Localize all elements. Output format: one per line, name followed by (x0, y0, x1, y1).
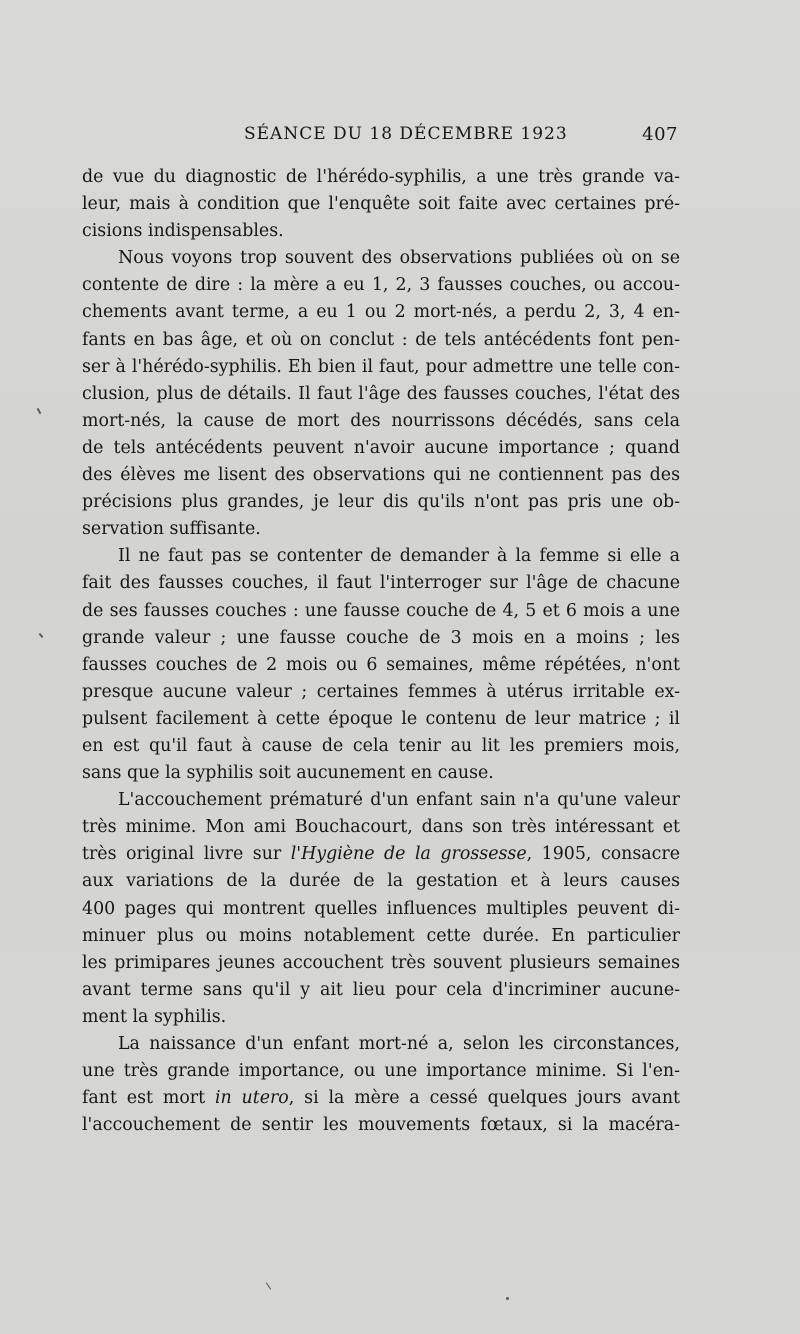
text-segment: très original livre sur (82, 844, 282, 865)
text-segment: , 1905, consacre (526, 844, 681, 865)
text-line: de ses fausses couches : une fausse couche de 4, 5 et 6 mois a une (82, 600, 680, 621)
text-line: cisions indispensables. (82, 221, 284, 242)
text-line: très minime. Mon ami Bouchacourt, dans son très intéressant et (82, 817, 680, 838)
text-line: leur, mais à condition que l'enquête soit faite avec certaines pré- (82, 194, 680, 215)
text-segment: fant est mort (82, 1088, 206, 1109)
text-line (82, 841, 680, 868)
running-head (82, 124, 678, 152)
latin-phrase: in utero (214, 1088, 289, 1109)
text-line: La naissance d'un enfant mort-né a, selon les circonstances, (118, 1034, 680, 1054)
text-line: sans que la syphilis soit aucunement en cause. (82, 763, 494, 784)
text-line: précisions plus grandes, je leur dis qu'ils n'ont pas pris une ob- (82, 492, 680, 513)
text-line: chements avant terme, a eu 1 ou 2 mort-nés, a perdu 2, 3, 4 en- (82, 302, 680, 323)
scan-speck (37, 408, 42, 414)
text-line: l'accouchement de sentir les mouvements fœtaux, si la macéra- (82, 1115, 680, 1136)
text-line: mort-nés, la cause de mort des nourrissons décédés, sans cela (82, 410, 680, 431)
running-title: SÉANCE DU 18 DÉCEMBRE 1923 (244, 124, 568, 144)
text-line: de tels antécédents peuvent n'avoir aucune importance ; quand (82, 437, 680, 458)
text-line: grande valeur ; une fausse couche de 3 mois en a moins ; les (82, 627, 680, 648)
text-line: ser à l'hérédo-syphilis. Eh bien il faut, pour admettre une telle con- (82, 356, 680, 377)
scan-speck (39, 633, 44, 638)
text-line: Il ne faut pas se contenter de demander à la femme si elle a (118, 546, 680, 567)
text-segment: , si la mère a cessé quelques jours avant (288, 1088, 681, 1109)
text-line: minuer plus ou moins notablement cette durée. En particulier (82, 925, 680, 946)
text-line: Nous voyons trop souvent des observations publiées où on se (118, 248, 680, 269)
text-line: presque aucune valeur ; certaines femmes à utérus irritable ex- (82, 681, 680, 702)
text-line: servation suffisante. (82, 519, 261, 540)
text-line (82, 1085, 680, 1112)
text-line: les primipares jeunes accouchent très souvent plusieurs semaines (82, 952, 680, 973)
text-line: fausses couches de 2 mois ou 6 semaines, même répétées, n'ont (82, 654, 680, 675)
text-line: aux variations de la durée de la gestation et à leurs causes (82, 871, 680, 892)
text-line: en est qu'il faut à cause de cela tenir au lit les premiers mois, (82, 735, 680, 756)
text-line: 400 pages qui montrent quelles influences multiples peuvent di- (82, 898, 680, 919)
text-line: des élèves me lisent des observations qui ne contiennent pas des (82, 465, 680, 486)
body-text (82, 164, 680, 1139)
text-line: une très grande importance, ou une importance minime. Si l'en- (82, 1061, 680, 1082)
text-line: pulsent facilement à cette époque le contenu de leur matrice ; il (82, 708, 680, 729)
text-line: de vue du diagnostic de l'hérédo-syphilis, a une très grande va- (82, 167, 680, 187)
scan-speck (506, 1297, 509, 1300)
book-title: l'Hygiène de la grossesse (290, 844, 527, 865)
scan-speck (266, 1282, 271, 1289)
text-line: contente de dire : la mère a eu 1, 2, 3 fausses couches, ou accou- (82, 275, 680, 296)
text-line: fait des fausses couches, il faut l'interroger sur l'âge de chacune (82, 573, 680, 594)
text-line: fants en bas âge, et où on conclut : de tels antécédents font pen- (82, 329, 680, 350)
text-line: L'accouchement prématuré d'un enfant sain n'a qu'une valeur (118, 790, 680, 811)
text-line: avant terme sans qu'il y ait lieu pour cela d'incriminer aucune- (82, 979, 680, 1000)
text-line: clusion, plus de détails. Il faut l'âge des fausses couches, l'état des (82, 383, 680, 404)
page-number: 407 (642, 124, 678, 145)
text-line: ment la syphilis. (82, 1006, 227, 1027)
